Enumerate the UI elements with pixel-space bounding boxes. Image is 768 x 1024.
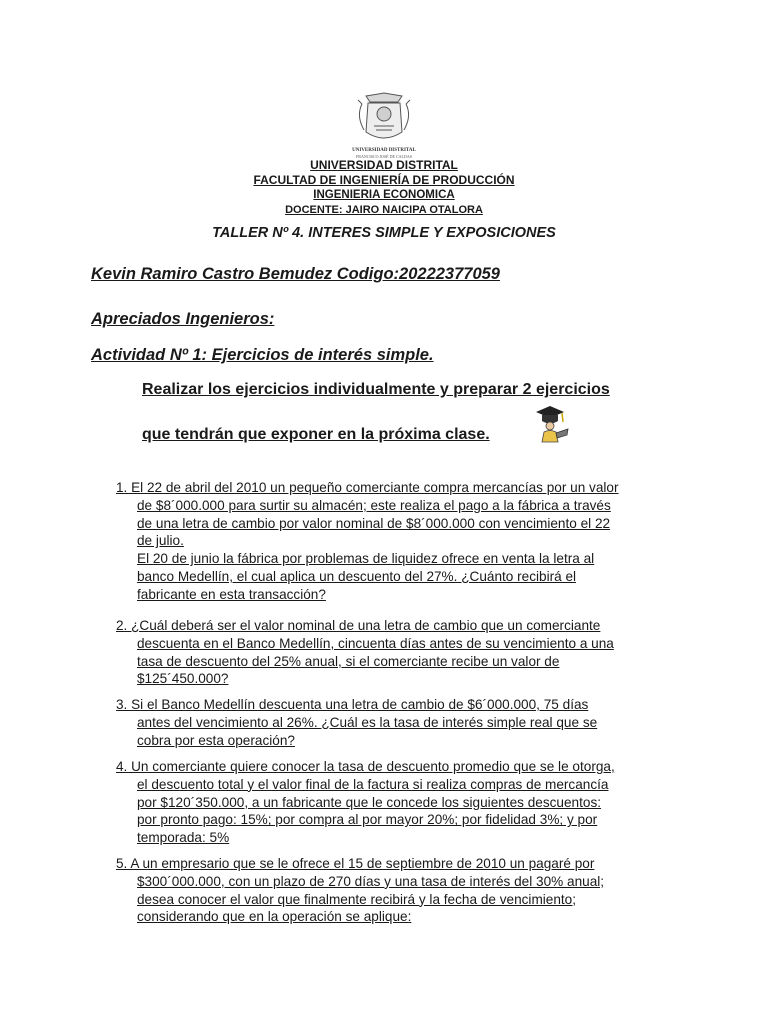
- exercise-line: $125´450.000?: [137, 671, 229, 687]
- header-course: INGENIERIA ECONOMICA: [313, 189, 455, 201]
- university-crest-logo: [336, 92, 432, 160]
- exercise-line: de una letra de cambio por valor nominal de $8´000.000 con vencimiento el 22: [137, 515, 611, 531]
- exercise-4: [116, 758, 676, 847]
- graduate-clipart-icon: [530, 402, 570, 444]
- header-teacher: DOCENTE: JAIRO NAICIPA OTALORA: [285, 204, 483, 216]
- student-line: Kevin Ramiro Castro Bemudez Codigo:20222377059: [91, 265, 500, 283]
- exercise-5: [116, 855, 676, 926]
- exercise-1: [116, 479, 676, 604]
- exercise-line: 4. Un comerciante quiere conocer la tasa de descuento promedio que se le otorga,: [116, 759, 615, 774]
- exercise-line: cobra por esta operación?: [137, 732, 295, 748]
- exercise-line: 3. Si el Banco Medellín descuenta una letra de cambio de $6´000.000, 75 días: [116, 697, 589, 712]
- exercise-line: descuenta en el Banco Medellín, cincuenta días antes de su vencimiento a una: [137, 635, 614, 651]
- exercise-line: 1. El 22 de abril del 2010 un pequeño comerciante compra mercancías por un valor: [116, 480, 619, 495]
- exercise-line: 2. ¿Cuál deberá ser el valor nominal de una letra de cambio que un comerciante: [116, 618, 601, 633]
- exercise-line: de julio.: [137, 533, 184, 549]
- crest-caption-bottom: FRANCISCO JOSÉ DE CALDAS: [356, 154, 412, 159]
- header-faculty: FACULTAD DE INGENIERÍA DE PRODUCCIÓN: [253, 173, 515, 187]
- exercise-line: el descuento total y el valor final de la factura si realiza compras de mercancía: [137, 776, 609, 792]
- exercise-line: $300´000.000, con un plazo de 270 días y una tasa de interés del 30% anual;: [137, 873, 605, 889]
- exercise-3: [116, 696, 676, 749]
- exercise-line: temporada: 5%: [137, 830, 230, 846]
- greeting: Apreciados Ingenieros:: [91, 310, 275, 328]
- exercise-line: por $120´350.000, a un fabricante que le concede los siguientes descuentos:: [137, 794, 602, 810]
- activity-title: Actividad Nº 1: Ejercicios de interés simple.: [91, 346, 434, 364]
- exercise-line: tasa de descuento del 25% anual, si el comerciante recibe un valor de: [137, 653, 560, 669]
- exercise-line: considerando que en la operación se aplique:: [137, 909, 412, 925]
- exercise-line: banco Medellín, el cual aplica un descuento del 27%. ¿Cuánto recibirá el: [137, 568, 577, 584]
- exercise-line: por pronto pago: 15%; por compra al por mayor 20%; por fidelidad 3%; y por: [137, 812, 598, 828]
- header-university: UNIVERSIDAD DISTRITAL: [310, 158, 458, 172]
- exercise-line: El 20 de junio la fábrica por problemas de liquidez ofrece en venta la letra al: [137, 551, 595, 567]
- instruction-line-2: que tendrán que exponer en la próxima clase.: [142, 426, 490, 443]
- instruction-line-1: Realizar los ejercicios individualmente y preparar 2 ejercicios: [142, 381, 610, 398]
- crest-caption-top: UNIVERSIDAD DISTRITAL: [352, 148, 416, 153]
- exercise-line: fabricante en esta transacción?: [137, 586, 326, 602]
- exercise-line: desea conocer el valor que finalmente recibirá y la fecha de vencimiento;: [137, 891, 577, 907]
- exercise-2: [116, 617, 676, 688]
- exercise-line: antes del vencimiento al 26%. ¿Cuál es la tasa de interés simple real que se: [137, 714, 598, 730]
- taller-title: TALLER Nº 4. INTERES SIMPLE Y EXPOSICIONES: [212, 225, 556, 241]
- exercise-line: 5. A un empresario que se le ofrece el 15 de septiembre de 2010 un pagaré por: [116, 856, 595, 871]
- exercise-line: de $8´000.000 para surtir su almacén; este realiza el pago a la fábrica a través: [137, 497, 611, 513]
